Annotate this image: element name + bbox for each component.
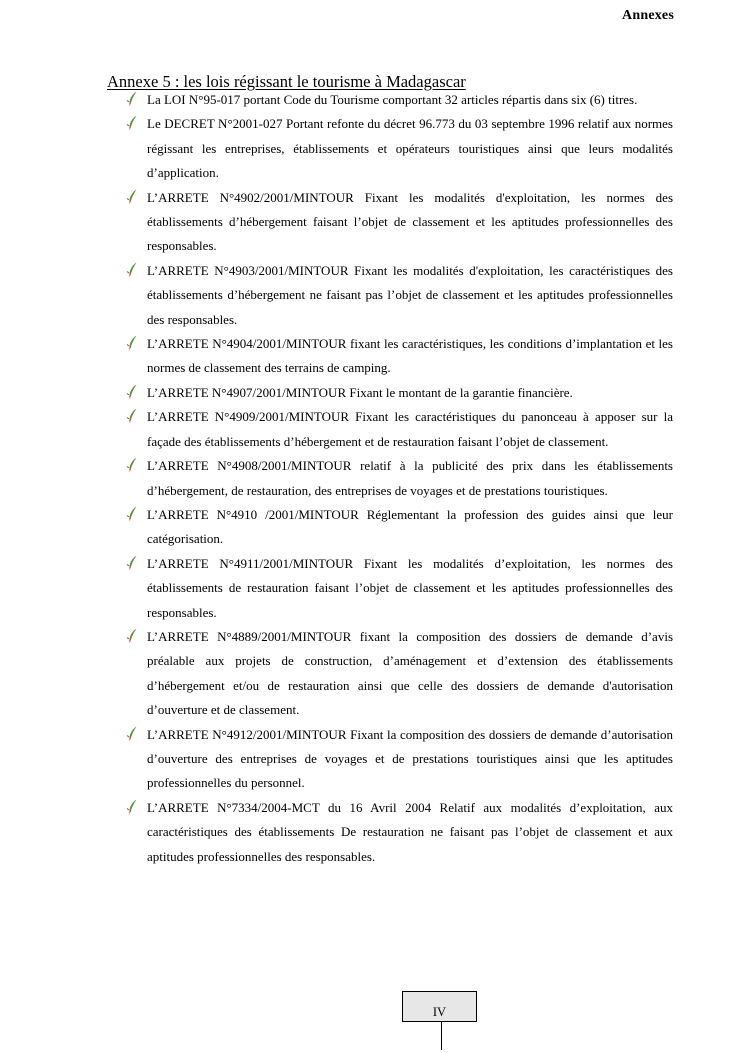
running-header: Annexes: [622, 8, 674, 23]
quill-pen-icon: [126, 726, 138, 742]
law-list-item: [120, 259, 673, 332]
law-list-item: [120, 381, 673, 405]
quill-pen-icon: [126, 189, 138, 205]
quill-pen-icon: [126, 262, 138, 278]
quill-pen-icon: [126, 91, 138, 107]
law-item-text: L’ARRETE N°4904/2001/MINTOUR fixant les caractéristiques, les conditions d’implantation et les normes de classement des terrains de camping.: [147, 336, 673, 376]
law-item-text: La LOI N°95-017 portant Code du Tourisme comportant 32 articles répartis dans six (6) titres.: [147, 92, 638, 107]
law-list-item: [120, 625, 673, 723]
law-list-item: [120, 796, 673, 869]
law-item-text: L’ARRETE N°4903/2001/MINTOUR Fixant les modalités d'exploitation, les caractéristiques des établissements d’hébergement ne faisant pas l’objet de classement et les aptitudes professionnelles des responsables.: [147, 262, 673, 327]
law-item-text: L’ARRETE N°4909/2001/MINTOUR Fixant les caractéristiques du panonceau à apposer sur la façade des établissements d’hébergement et de restauration faisant l’objet de classement.: [147, 409, 673, 449]
law-list-item: [120, 88, 673, 112]
quill-pen-icon: [126, 408, 138, 424]
page-number-stem: [441, 1022, 442, 1050]
page-number: IV: [432, 1005, 447, 1019]
quill-pen-icon: [126, 506, 138, 522]
law-item-text: Le DECRET N°2001-027 Portant refonte du décret 96.773 du 03 septembre 1996 relatif aux normes régissant les entreprises, établissements et opérateurs touristiques ainsi que leurs modalités d’application.: [147, 116, 673, 181]
law-list-item: [120, 405, 673, 454]
law-list-item: [120, 332, 673, 381]
page-title: Annexe 5 : les lois régissant le tourisme à Madagascar: [107, 72, 466, 91]
page-number-box: [402, 991, 477, 1022]
law-item-text: L’ARRETE N°4902/2001/MINTOUR Fixant les modalités d'exploitation, les normes des établissements d’hébergement faisant l’objet de classement et les aptitudes professionnelles des responsables.: [147, 189, 673, 254]
law-list-item: [120, 454, 673, 503]
law-item-text: L’ARRETE N°4911/2001/MINTOUR Fixant les modalités d’exploitation, les normes des établissements de restauration faisant l’objet de classement et les aptitudes professionnelles des responsables.: [147, 555, 673, 620]
law-list-item: [120, 112, 673, 185]
law-list-item: [120, 723, 673, 796]
law-item-text: L’ARRETE N°4912/2001/MINTOUR Fixant la composition des dossiers de demande d’autorisation d’ouverture des entreprises de voyages et de prestations touristiques ainsi que les aptitudes professionnelles du personnel.: [147, 726, 673, 791]
law-item-text: L’ARRETE N°4910 /2001/MINTOUR Réglementant la profession des guides ainsi que leur catégorisation.: [147, 506, 673, 547]
law-list-item: [120, 186, 673, 259]
law-list-item: [120, 552, 673, 625]
law-item-text: L’ARRETE N°4889/2001/MINTOUR fixant la composition des dossiers de demande d’avis préalable aux projets de construction, d’aménagement et d’extension des établissements d’hébergement et/ou de restauration ainsi que celle des dossiers de demande d'autorisation d’ouverture et de classement.: [147, 628, 673, 718]
quill-pen-icon: [126, 555, 138, 571]
quill-pen-icon: [126, 115, 138, 131]
law-item-text: L’ARRETE N°4907/2001/MINTOUR Fixant le montant de la garantie financière.: [147, 384, 573, 400]
law-list-item: [120, 503, 673, 552]
quill-pen-icon: [126, 384, 138, 400]
quill-pen-icon: [126, 799, 138, 815]
quill-pen-icon: [126, 457, 138, 473]
law-item-text: L’ARRETE N°4908/2001/MINTOUR relatif à la publicité des prix dans les établissements d’hébergement, de restauration, des entreprises de voyages et de prestations touristiques.: [147, 458, 673, 498]
quill-pen-icon: [126, 335, 138, 351]
law-list: [120, 88, 673, 869]
law-item-text: L’ARRETE N°7334/2004-MCT du 16 Avril 2004 Relatif aux modalités d’exploitation, aux caractéristiques des établissements De restauration ne faisant pas l’objet de classement et aux aptitudes professionnelles des responsables.: [147, 799, 673, 864]
quill-pen-icon: [126, 628, 138, 644]
